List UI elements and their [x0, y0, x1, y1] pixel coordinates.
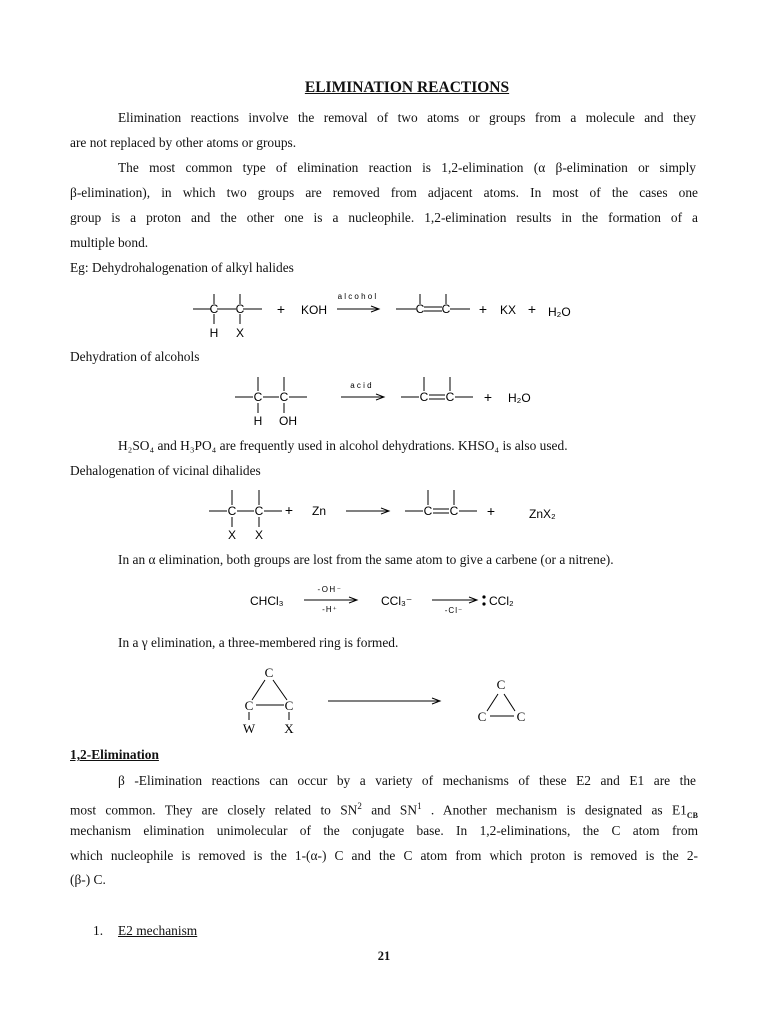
dehydration-label: Dehydration of alcohols [70, 349, 200, 364]
body-line-4: which nucleophile is removed is the 1-(α-) C and the C atom from which proton is removed is the 2- [70, 848, 698, 863]
carbon-atom: C [445, 390, 455, 404]
dehalogenation-equation [200, 484, 600, 544]
intro-paragraph-1-line-2: are not replaced by other atoms or groups. [70, 135, 297, 150]
intro-paragraph-2-line-3: group is a proton and the other one is a nucleophile. 1,2-elimination results in the formation of a [70, 210, 698, 225]
hydrogen-atom: H [209, 326, 219, 340]
body-line-3: mechanism elimination unimolecular of the conjugate base. In 1,2-eliminations, the C atom from [70, 823, 698, 838]
gamma-elimination-equation [230, 660, 550, 740]
page-title: ELIMINATION REACTIONS [304, 79, 510, 96]
intro-paragraph-2-line-1: The most common type of elimination reaction is 1,2-elimination (α β-elimination or simply [118, 160, 696, 175]
koh-reagent: KOH [301, 303, 328, 317]
sn1-superscript: 1 [417, 801, 422, 811]
lone-pair-dot [482, 595, 485, 598]
intro-paragraph-2-line-2: β-elimination), in which two groups are removed from adjacent atoms. In most of the cases one [70, 185, 698, 200]
halogen-atom: X [235, 326, 245, 340]
carbon-atom: C [419, 390, 429, 404]
list-item-e2-mechanism: E2 mechanism [118, 923, 198, 938]
condition-hydroxide: -OH⁻ [317, 585, 343, 594]
carbon-atom: C [253, 390, 263, 404]
body-line-5: (β-) C. [70, 872, 106, 887]
body-line-1: β -Elimination reactions can occur by a variety of mechanisms of these E2 and E1 are the [118, 773, 696, 788]
body-line-2-part-a: most common. They are closely related to SN [70, 802, 358, 818]
carbon-atom: C [284, 698, 294, 713]
leaving-group-x: X [284, 721, 294, 736]
plus-sign: + [527, 301, 537, 317]
intro-paragraph-2-line-4: multiple bond. [70, 235, 149, 250]
hydrogen-atom: H [253, 414, 263, 428]
carbon-atom: C [279, 390, 289, 404]
carbon-atom: C [227, 504, 237, 518]
lone-pair-dot [482, 602, 485, 605]
plus-sign: + [284, 502, 294, 518]
dehydrohalogenation-equation [180, 282, 600, 342]
example-label: Eg: Dehydrohalogenation of alkyl halides [70, 260, 294, 275]
dehalogenation-label: Dehalogenation of vicinal dihalides [70, 463, 261, 478]
hydroxyl-group: OH [279, 414, 297, 428]
carbon-atom: C [477, 709, 487, 724]
carbon-atom: C [516, 709, 526, 724]
carbon-atom: C [423, 504, 433, 518]
carbon-atom: C [235, 302, 245, 316]
kx-product: KX [500, 303, 517, 317]
section-heading: 1,2-Elimination [70, 747, 159, 762]
condition-acid: acid [350, 381, 374, 390]
leaving-group-w: W [242, 721, 256, 736]
body-line-2-part-b: and SN [361, 802, 418, 818]
halogen-atom: X [254, 528, 264, 542]
trichloromethyl-anion: CCl₃⁻ [381, 594, 413, 608]
e1cb-subscript: CB [686, 811, 698, 821]
carbon-atom: C [209, 302, 219, 316]
plus-sign: + [276, 301, 286, 317]
alpha-elimination-note: In an α elimination, both groups are lost from the same atom to give a carbene (or a nitrene). [118, 552, 614, 567]
plus-sign: + [478, 301, 488, 317]
water-product: H₂O [508, 391, 531, 405]
carbon-atom: C [244, 698, 254, 713]
carbon-atom: C [415, 302, 425, 316]
gamma-elimination-note: In a γ elimination, a three-membered ring is formed. [118, 635, 399, 650]
carbon-atom: C [496, 677, 506, 692]
dichlorocarbene: CCl₂ [489, 594, 514, 608]
body-line-2 [70, 798, 698, 824]
page-number: 21 [377, 949, 391, 963]
plus-sign: + [486, 503, 496, 519]
sn2-superscript: 2 [357, 801, 362, 811]
acids-note: H₂SO₄ and H₃PO₄ are frequently used in alcohol dehydrations. KHSO₄ is also used. [118, 438, 568, 453]
carbon-atom: C [449, 504, 459, 518]
dehydration-equation [225, 370, 555, 430]
intro-paragraph-1-line-1: Elimination reactions involve the removal of two atoms or groups from a molecule and they [118, 110, 696, 125]
carbon-atom: C [441, 302, 451, 316]
water-product: H₂O [548, 305, 571, 319]
condition-chloride-loss: -Cl⁻ [444, 606, 464, 615]
plus-sign: + [483, 389, 493, 405]
zinc-reagent: Zn [312, 504, 327, 518]
chloroform: CHCl₃ [250, 594, 284, 608]
condition-alcohol: alcohol [337, 292, 379, 301]
body-line-2-part-c: . Another mechanism is designated as E1 [421, 802, 687, 818]
condition-proton-loss: -H⁺ [322, 605, 338, 614]
carbon-atom: C [254, 504, 264, 518]
zinc-halide-product: ZnX₂ [529, 507, 556, 521]
alpha-elimination-equation [240, 578, 540, 618]
halogen-atom: X [227, 528, 237, 542]
list-number: 1. [93, 923, 104, 938]
carbon-atom: C [264, 665, 274, 680]
